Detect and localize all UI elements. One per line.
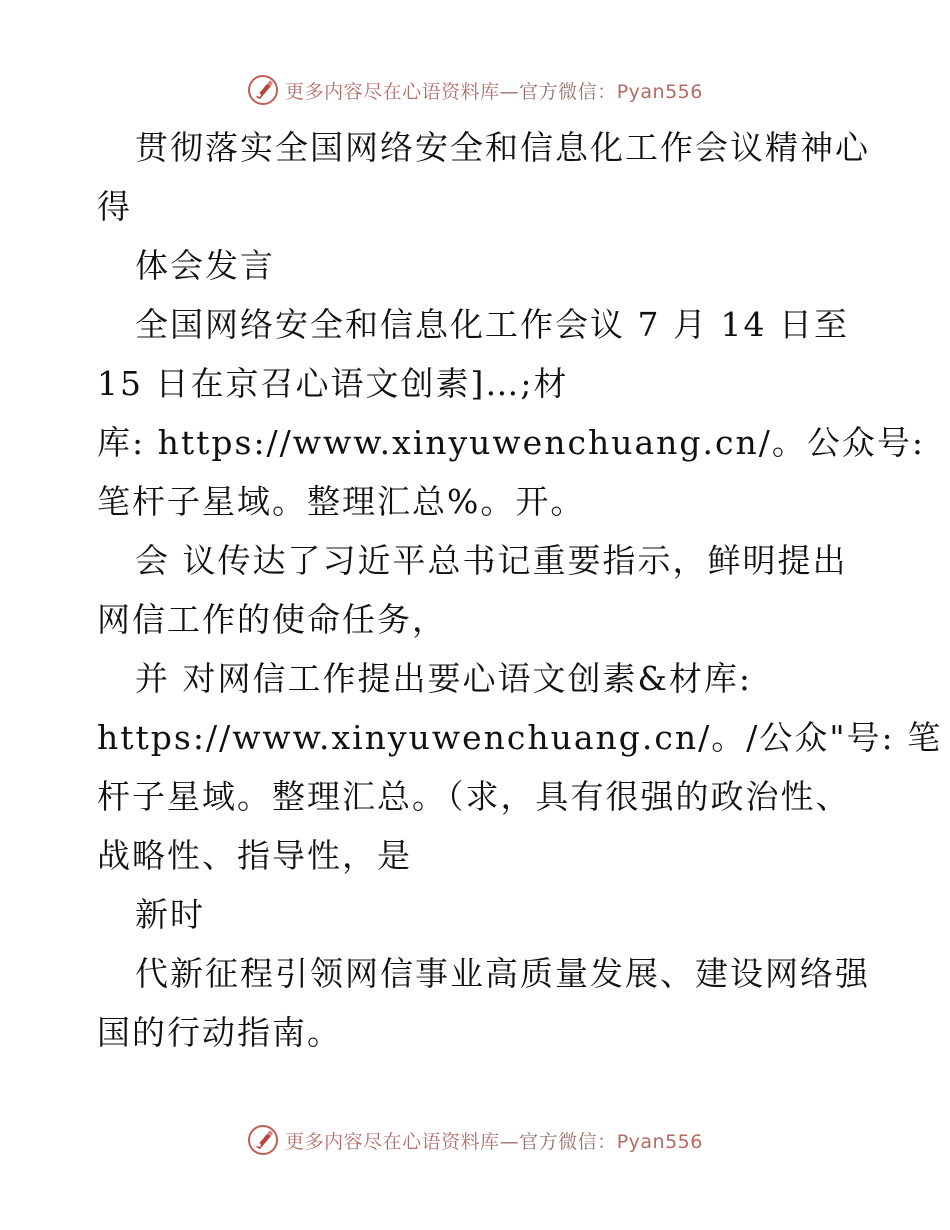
document-body bbox=[97, 118, 943, 1062]
banner-account: Pyan556 bbox=[616, 80, 703, 103]
banner-official-label: 官方微信： bbox=[519, 80, 617, 103]
paragraph-line: 15 日在京召心语文创素]…;材 bbox=[97, 364, 569, 403]
title-line-2: 得 bbox=[97, 187, 132, 226]
banner-separator: — bbox=[499, 1130, 520, 1153]
banner-brand-text: 更多内容尽在心语资料库 bbox=[285, 80, 500, 103]
paragraph-line: 战略性、指导性，是 bbox=[97, 836, 412, 875]
banner-separator: — bbox=[499, 80, 520, 103]
banner-brand-text: 更多内容尽在心语资料库 bbox=[285, 1130, 500, 1153]
paragraph-line: 网信工作的使命任务， bbox=[97, 600, 447, 639]
paragraph-line: 笔杆子星域。整理汇总%。开。 bbox=[97, 482, 586, 521]
pen-nib-circle-icon bbox=[247, 74, 279, 106]
paragraph-line: 新时 bbox=[135, 895, 205, 934]
paragraph-line: 代新征程引领网信事业高质量发展、建设网络强 bbox=[135, 954, 870, 993]
paragraph-line: https://www.xinyuwenchuang.cn/。/公众"号: 笔 bbox=[97, 718, 943, 757]
paragraph-line: 杆子星域。整理汇总。（求，具有很强的政治性、 bbox=[97, 777, 851, 816]
subtitle-line: 体会发言 bbox=[135, 246, 275, 285]
paragraph-line: 库: https://www.xinyuwenchuang.cn/。公众号: bbox=[97, 423, 925, 462]
title-line-1: 贯彻落实全国网络安全和信息化工作会议精神心 bbox=[135, 128, 870, 167]
paragraph-line: 全国网络安全和信息化工作会议 7 月 14 日至 bbox=[135, 305, 849, 344]
paragraph-line: 国的行动指南。 bbox=[97, 1013, 342, 1052]
footer-watermark-banner bbox=[0, 1120, 950, 1160]
paragraph-line: 并 对网信工作提出要心语文创素&材库: bbox=[135, 659, 752, 698]
header-watermark-banner bbox=[0, 70, 950, 110]
paragraph-line: 会 议传达了习近平总书记重要指示，鲜明提出 bbox=[135, 541, 848, 580]
banner-official-label: 官方微信： bbox=[519, 1130, 617, 1153]
pen-nib-circle-icon bbox=[247, 1124, 279, 1156]
banner-account: Pyan556 bbox=[616, 1130, 703, 1153]
